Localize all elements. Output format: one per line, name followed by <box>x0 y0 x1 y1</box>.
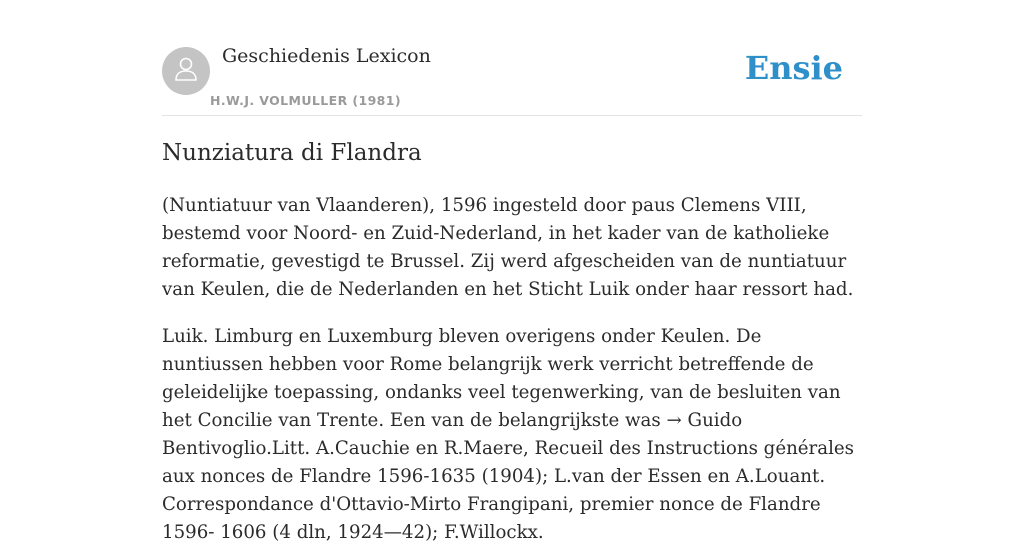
brand-logo[interactable]: Ensie <box>744 49 843 87</box>
article-title: Nunziatura di Flandra <box>162 140 422 166</box>
header <box>162 0 862 116</box>
page-container <box>162 0 862 543</box>
author-label[interactable]: H.W.J. VOLMULLER (1981) <box>210 93 401 108</box>
avatar[interactable] <box>162 47 210 95</box>
user-icon <box>171 54 201 88</box>
article-paragraph: Luik. Limburg en Luxemburg bleven overigens onder Keulen. De nuntiussen hebben voor Rome belangrijk werk verricht betreffende de geleidelijke toepassing, ondanks veel tegenwerking, van de besluiten van het Concilie van Trente. Een van de belangrijkste was → Guido Bentivoglio.Litt. A.Cauchie en R.Maere, Recueil des Instructions générales aux nonces de Flandre 1596-1635 (1904); L.van der Essen en A.Louant. Correspondance d'Ottavio-Mirto Frangipani, premier nonce de Flandre 1596- 1606 (4 dln, 1924—42); F.Willockx. <box>162 326 855 543</box>
article-paragraph: (Nuntiatuur van Vlaanderen), 1596 ingesteld door paus Clemens VIII, bestemd voor Noord- en Zuid-Nederland, in het kader van de katholieke reformatie, gevestigd te Brussel. Zij werd afgescheiden van de nuntiatuur van Keulen, die de Nederlanden en het Sticht Luik onder haar ressort had. <box>162 195 854 300</box>
lexicon-title-link[interactable]: Geschiedenis Lexicon <box>222 45 431 67</box>
